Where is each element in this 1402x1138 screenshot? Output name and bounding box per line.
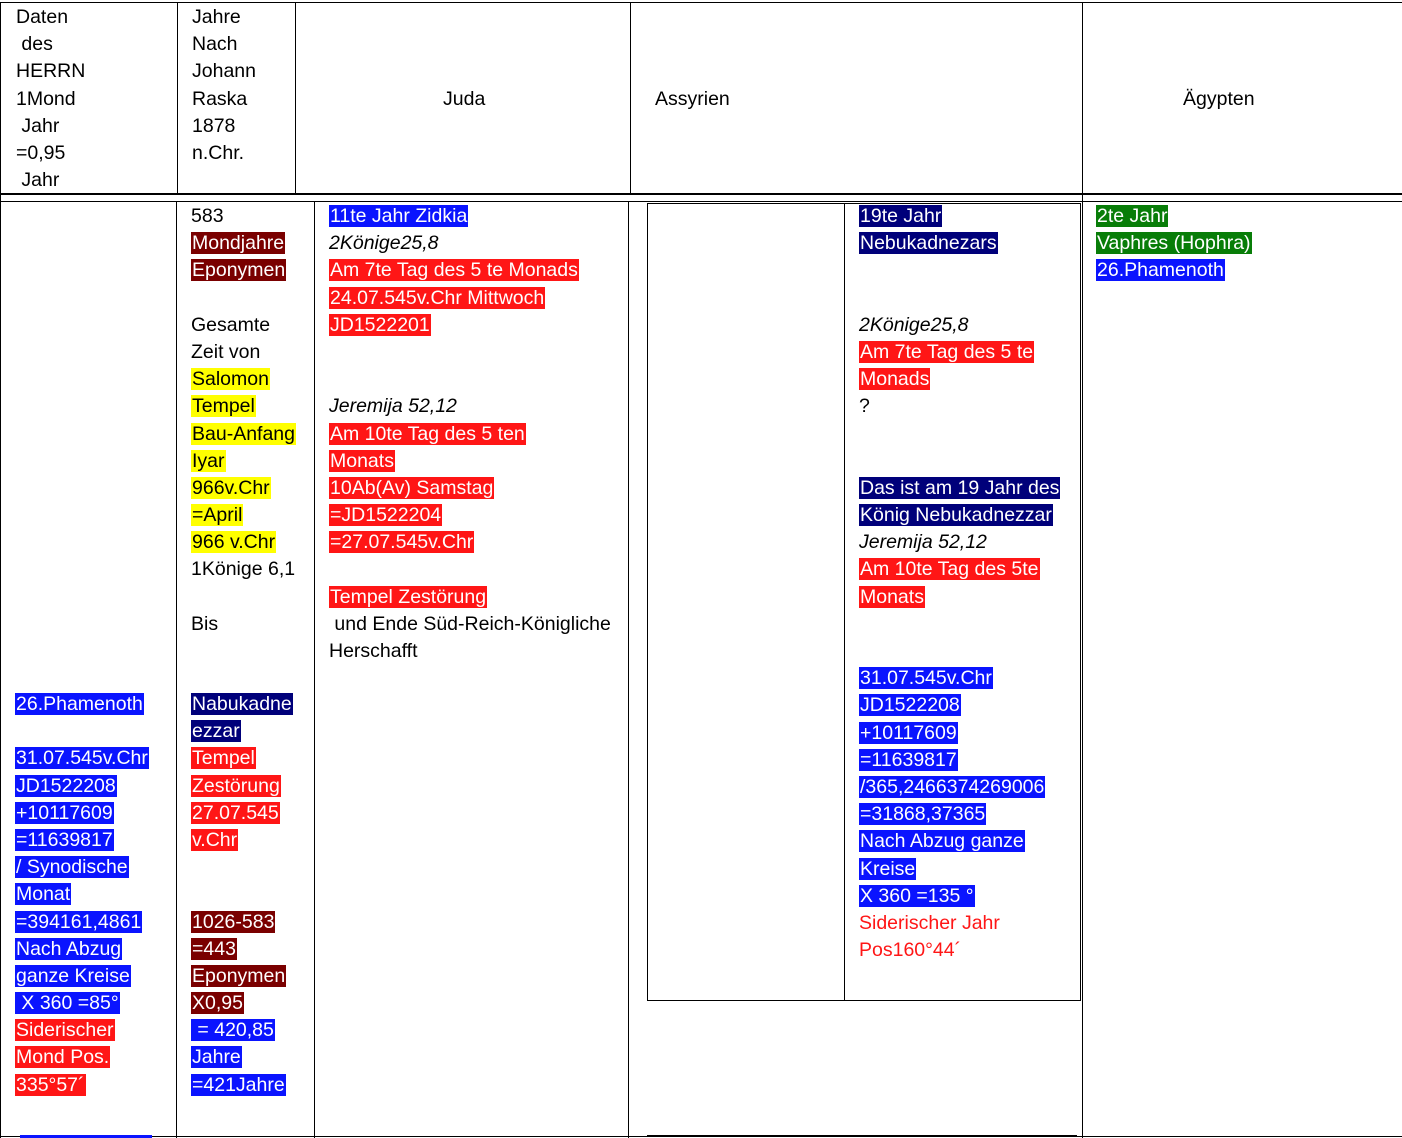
text-line-content: Siderischer bbox=[16, 1019, 114, 1042]
text-line-content: /365,2466374269006 bbox=[860, 775, 1045, 798]
text-line bbox=[16, 58, 85, 85]
text-line-content: HERRN bbox=[16, 60, 86, 83]
text-line bbox=[191, 529, 296, 556]
text-line bbox=[1096, 203, 1252, 230]
text-line-content: Am 10te Tag des 5 ten bbox=[330, 422, 525, 445]
text-line bbox=[329, 257, 611, 284]
text-line-content: =443 bbox=[192, 937, 236, 960]
text-line-content: =April bbox=[192, 504, 243, 527]
text-line-content: JD1522201 bbox=[330, 313, 430, 336]
text-line-content: +10117609 bbox=[16, 801, 113, 824]
text-line bbox=[15, 800, 149, 827]
text-line bbox=[15, 1072, 149, 1099]
header-bottom-border bbox=[0, 193, 1402, 195]
text-line bbox=[329, 230, 611, 257]
text-line-content: Iyar bbox=[192, 449, 225, 472]
text-line-content: Monads bbox=[860, 368, 930, 391]
text-line-content: 2Könige25,8 bbox=[329, 232, 439, 255]
text-line-content: Das ist am 19 Jahr des bbox=[860, 476, 1060, 499]
text-line-content: =27.07.545v.Chr bbox=[330, 531, 474, 554]
text-line-content: 31.07.545v.Chr bbox=[16, 747, 148, 770]
header-assyrien: Assyrien bbox=[655, 88, 730, 110]
text-line bbox=[191, 745, 293, 772]
text-line bbox=[859, 584, 1060, 611]
text-line bbox=[16, 31, 85, 58]
text-line bbox=[16, 113, 85, 140]
text-line-content: Vaphres (Hophra) bbox=[1097, 232, 1251, 255]
text-line-content: Eponymen bbox=[192, 964, 286, 987]
col4-overflow-mark bbox=[647, 1135, 1077, 1137]
col1-body bbox=[15, 691, 149, 1099]
text-line bbox=[191, 393, 296, 420]
table-top-border bbox=[0, 2, 1402, 3]
text-line-content: 966v.Chr bbox=[192, 476, 270, 499]
text-line bbox=[15, 1017, 149, 1044]
text-line bbox=[192, 4, 256, 31]
text-line bbox=[191, 990, 293, 1017]
text-line-content: Kreise bbox=[860, 857, 916, 880]
text-line-content: 2te Jahr bbox=[1097, 205, 1168, 227]
text-line bbox=[329, 584, 611, 611]
text-line-content: X 360 =85° bbox=[16, 992, 119, 1015]
text-line bbox=[1096, 257, 1252, 284]
text-line-content: und Ende Süd-Reich-Königliche bbox=[329, 612, 611, 635]
text-line-content: =394161,4861 bbox=[16, 910, 142, 933]
text-line bbox=[191, 963, 293, 990]
col2-body-bottom bbox=[191, 691, 293, 1099]
text-line bbox=[329, 556, 611, 583]
text-line-content: 19te Jahr bbox=[860, 205, 942, 227]
text-line-content: Nach Abzug ganze bbox=[860, 830, 1024, 853]
text-line-content: =0,95 bbox=[16, 141, 66, 164]
text-line bbox=[191, 1044, 293, 1071]
text-line bbox=[859, 421, 1060, 448]
text-line bbox=[191, 936, 293, 963]
text-line-content: 10Ab(Av) Samstag bbox=[330, 476, 494, 499]
header-aegypten: Ägypten bbox=[1183, 88, 1255, 110]
text-line-content: Pos160°44´ bbox=[859, 939, 962, 962]
header-col-dates bbox=[16, 4, 85, 194]
text-line-content: Jeremija 52,12 bbox=[859, 531, 987, 554]
col-divider-3-body bbox=[314, 201, 315, 1138]
text-line bbox=[191, 773, 293, 800]
text-line bbox=[191, 800, 293, 827]
text-line bbox=[859, 393, 1060, 420]
text-line bbox=[859, 638, 1060, 665]
text-line-content: 26.Phamenoth bbox=[16, 693, 143, 715]
text-line bbox=[191, 1072, 293, 1099]
text-line bbox=[191, 854, 293, 881]
text-line-content: Jahre bbox=[192, 1046, 241, 1069]
col-divider-1 bbox=[0, 2, 1, 1138]
text-line-content: 31.07.545v.Chr bbox=[860, 667, 992, 690]
col3-body bbox=[329, 203, 611, 665]
text-line bbox=[192, 113, 256, 140]
text-line bbox=[859, 257, 1060, 284]
text-line-content: Am 10te Tag des 5te bbox=[860, 558, 1039, 581]
text-line-content: Am 7te Tag des 5 te Monads bbox=[330, 259, 578, 282]
text-line bbox=[191, 285, 296, 312]
text-line bbox=[191, 1017, 293, 1044]
text-line-content: 24.07.545v.Chr Mittwoch bbox=[330, 286, 545, 309]
text-line bbox=[329, 393, 611, 420]
text-line bbox=[191, 366, 296, 393]
text-line bbox=[15, 773, 149, 800]
col-divider-2-header bbox=[177, 2, 178, 194]
text-line bbox=[859, 339, 1060, 366]
text-line bbox=[859, 556, 1060, 583]
text-line bbox=[16, 140, 85, 167]
header-col-years bbox=[192, 4, 256, 167]
text-line-content: Johann bbox=[192, 60, 256, 83]
text-line bbox=[329, 529, 611, 556]
text-line bbox=[192, 140, 256, 167]
text-line-content: Tempel Zestörung bbox=[330, 585, 487, 608]
text-line bbox=[329, 203, 611, 230]
text-line bbox=[16, 86, 85, 113]
text-line bbox=[191, 203, 296, 230]
text-line bbox=[15, 990, 149, 1017]
text-line bbox=[859, 475, 1060, 502]
text-line-content: Monat bbox=[16, 883, 71, 906]
text-line-content: Monats bbox=[860, 585, 924, 608]
text-line bbox=[859, 692, 1060, 719]
text-line-content: Raska bbox=[192, 87, 248, 110]
text-line bbox=[15, 854, 149, 881]
text-line bbox=[192, 86, 256, 113]
text-line bbox=[16, 4, 85, 31]
text-line bbox=[191, 312, 296, 339]
text-line bbox=[16, 167, 85, 194]
text-line bbox=[859, 285, 1060, 312]
text-line-content: Zestörung bbox=[192, 774, 280, 797]
text-line-content: 2Könige25,8 bbox=[859, 313, 969, 336]
text-line-content: JD1522208 bbox=[860, 694, 960, 717]
text-line bbox=[191, 827, 293, 854]
text-line-content: Nebukadnezars bbox=[860, 232, 997, 255]
col-divider-3-header bbox=[295, 2, 296, 194]
text-line bbox=[329, 475, 611, 502]
text-line-content: 583 bbox=[191, 205, 224, 227]
text-line bbox=[15, 936, 149, 963]
text-line-content: Nabukadne bbox=[192, 693, 292, 715]
text-line bbox=[859, 883, 1060, 910]
text-line bbox=[15, 1044, 149, 1071]
text-line bbox=[191, 230, 296, 257]
text-line-content: ezzar bbox=[192, 720, 240, 743]
text-line bbox=[15, 745, 149, 772]
text-line bbox=[191, 448, 296, 475]
text-line-content: Jeremija 52,12 bbox=[329, 395, 457, 418]
text-line bbox=[859, 203, 1060, 230]
text-line bbox=[191, 421, 296, 448]
col4-body bbox=[859, 203, 1060, 964]
text-line bbox=[191, 881, 293, 908]
text-line-content: = 420,85 bbox=[192, 1019, 274, 1042]
text-line bbox=[192, 58, 256, 85]
text-line bbox=[329, 502, 611, 529]
text-line bbox=[329, 339, 611, 366]
text-line bbox=[191, 691, 293, 718]
text-line-content: des bbox=[16, 33, 53, 56]
text-line-content: 1026-583 bbox=[192, 910, 275, 933]
text-line-content: Bau-Anfang bbox=[192, 422, 295, 445]
text-line-content: Mondjahre bbox=[192, 232, 285, 255]
text-line-content: X0,95 bbox=[192, 992, 243, 1015]
text-line bbox=[15, 909, 149, 936]
text-line-content: Jahr bbox=[16, 169, 60, 192]
text-line-content: Bis bbox=[191, 612, 219, 635]
text-line-content: Jahre bbox=[192, 6, 241, 28]
text-line bbox=[15, 718, 149, 745]
text-line bbox=[859, 774, 1060, 801]
text-line bbox=[191, 718, 293, 745]
text-line-content: Daten bbox=[16, 6, 69, 28]
text-line bbox=[859, 720, 1060, 747]
text-line bbox=[1096, 230, 1252, 257]
text-line bbox=[859, 366, 1060, 393]
text-line bbox=[329, 638, 611, 665]
text-line bbox=[191, 257, 296, 284]
text-line-content: Mond Pos. bbox=[16, 1046, 110, 1069]
text-line-content: 26.Phamenoth bbox=[1097, 259, 1224, 282]
text-line bbox=[859, 448, 1060, 475]
text-line bbox=[859, 611, 1060, 638]
text-line bbox=[859, 502, 1060, 529]
text-line bbox=[329, 312, 611, 339]
text-line-content: Tempel bbox=[192, 395, 255, 418]
text-line bbox=[859, 747, 1060, 774]
text-line-content: Monats bbox=[330, 449, 394, 472]
text-line-content: =11639817 bbox=[16, 828, 113, 851]
text-line bbox=[859, 665, 1060, 692]
text-line-content: ? bbox=[859, 395, 870, 418]
text-line bbox=[329, 285, 611, 312]
body-top-border bbox=[0, 201, 1402, 202]
col-divider-5 bbox=[1082, 2, 1083, 1138]
text-line bbox=[329, 448, 611, 475]
text-line bbox=[329, 611, 611, 638]
col2-body-top bbox=[191, 203, 296, 638]
text-line bbox=[15, 691, 149, 718]
text-line-content: Herschafft bbox=[329, 640, 418, 662]
text-line-content: X 360 =135 ° bbox=[860, 884, 974, 907]
text-line bbox=[859, 828, 1060, 855]
text-line-content: =JD1522204 bbox=[330, 504, 442, 527]
header-juda: Juda bbox=[443, 88, 486, 110]
text-line-content: 966 v.Chr bbox=[192, 531, 276, 554]
assyrien-inner-divider bbox=[844, 203, 845, 1001]
text-line-content: Zeit von bbox=[191, 340, 261, 363]
text-line bbox=[859, 937, 1060, 964]
text-line-content: Salomon bbox=[192, 368, 269, 391]
text-line-content: / Synodische bbox=[16, 856, 128, 879]
text-line-content: König Nebukadnezzar bbox=[860, 504, 1052, 527]
text-line-content: v.Chr bbox=[192, 828, 238, 851]
text-line bbox=[859, 312, 1060, 339]
text-line bbox=[191, 502, 296, 529]
col-divider-4-header bbox=[630, 2, 631, 194]
text-line-content: 11te Jahr Zidkia bbox=[330, 205, 468, 227]
text-line-content: 1878 bbox=[192, 114, 236, 137]
text-line-content: JD1522208 bbox=[16, 774, 116, 797]
col5-body bbox=[1096, 203, 1252, 285]
text-line bbox=[859, 856, 1060, 883]
text-line-content: Am 7te Tag des 5 te bbox=[860, 340, 1034, 363]
text-line bbox=[15, 827, 149, 854]
text-line-content: n.Chr. bbox=[192, 141, 245, 164]
text-line-content: Eponymen bbox=[192, 259, 286, 282]
text-line bbox=[191, 556, 296, 583]
text-line bbox=[191, 339, 296, 366]
text-line-content: Jahr bbox=[16, 114, 60, 137]
text-line-content: 1Könige 6,1 bbox=[191, 558, 296, 581]
text-line bbox=[859, 230, 1060, 257]
text-line-content: =11639817 bbox=[860, 748, 957, 771]
text-line bbox=[329, 366, 611, 393]
text-line bbox=[329, 421, 611, 448]
text-line bbox=[859, 529, 1060, 556]
text-line bbox=[15, 963, 149, 990]
text-line-content: 1Mond bbox=[16, 87, 76, 110]
text-line bbox=[15, 881, 149, 908]
text-line bbox=[859, 801, 1060, 828]
text-line bbox=[191, 584, 296, 611]
col-divider-2-body bbox=[176, 201, 177, 1138]
text-line-content: =421Jahre bbox=[192, 1073, 285, 1096]
text-line bbox=[859, 910, 1060, 937]
col-divider-4-body bbox=[628, 201, 629, 1138]
text-line bbox=[192, 31, 256, 58]
text-line-content: Gesamte bbox=[191, 313, 271, 336]
text-line bbox=[191, 475, 296, 502]
text-line-content: +10117609 bbox=[860, 721, 957, 744]
text-line-content: =31868,37365 bbox=[860, 803, 986, 826]
text-line-content: Tempel bbox=[192, 747, 255, 770]
text-line-content: ganze Kreise bbox=[16, 964, 130, 987]
text-line-content: Nach Abzug bbox=[16, 937, 122, 960]
text-line bbox=[191, 909, 293, 936]
text-line bbox=[191, 611, 296, 638]
text-line-content: Nach bbox=[192, 33, 238, 56]
text-line-content: 335°57´ bbox=[16, 1073, 85, 1096]
text-line-content: 27.07.545 bbox=[192, 801, 279, 824]
text-line-content: Siderischer Jahr bbox=[859, 911, 1000, 934]
